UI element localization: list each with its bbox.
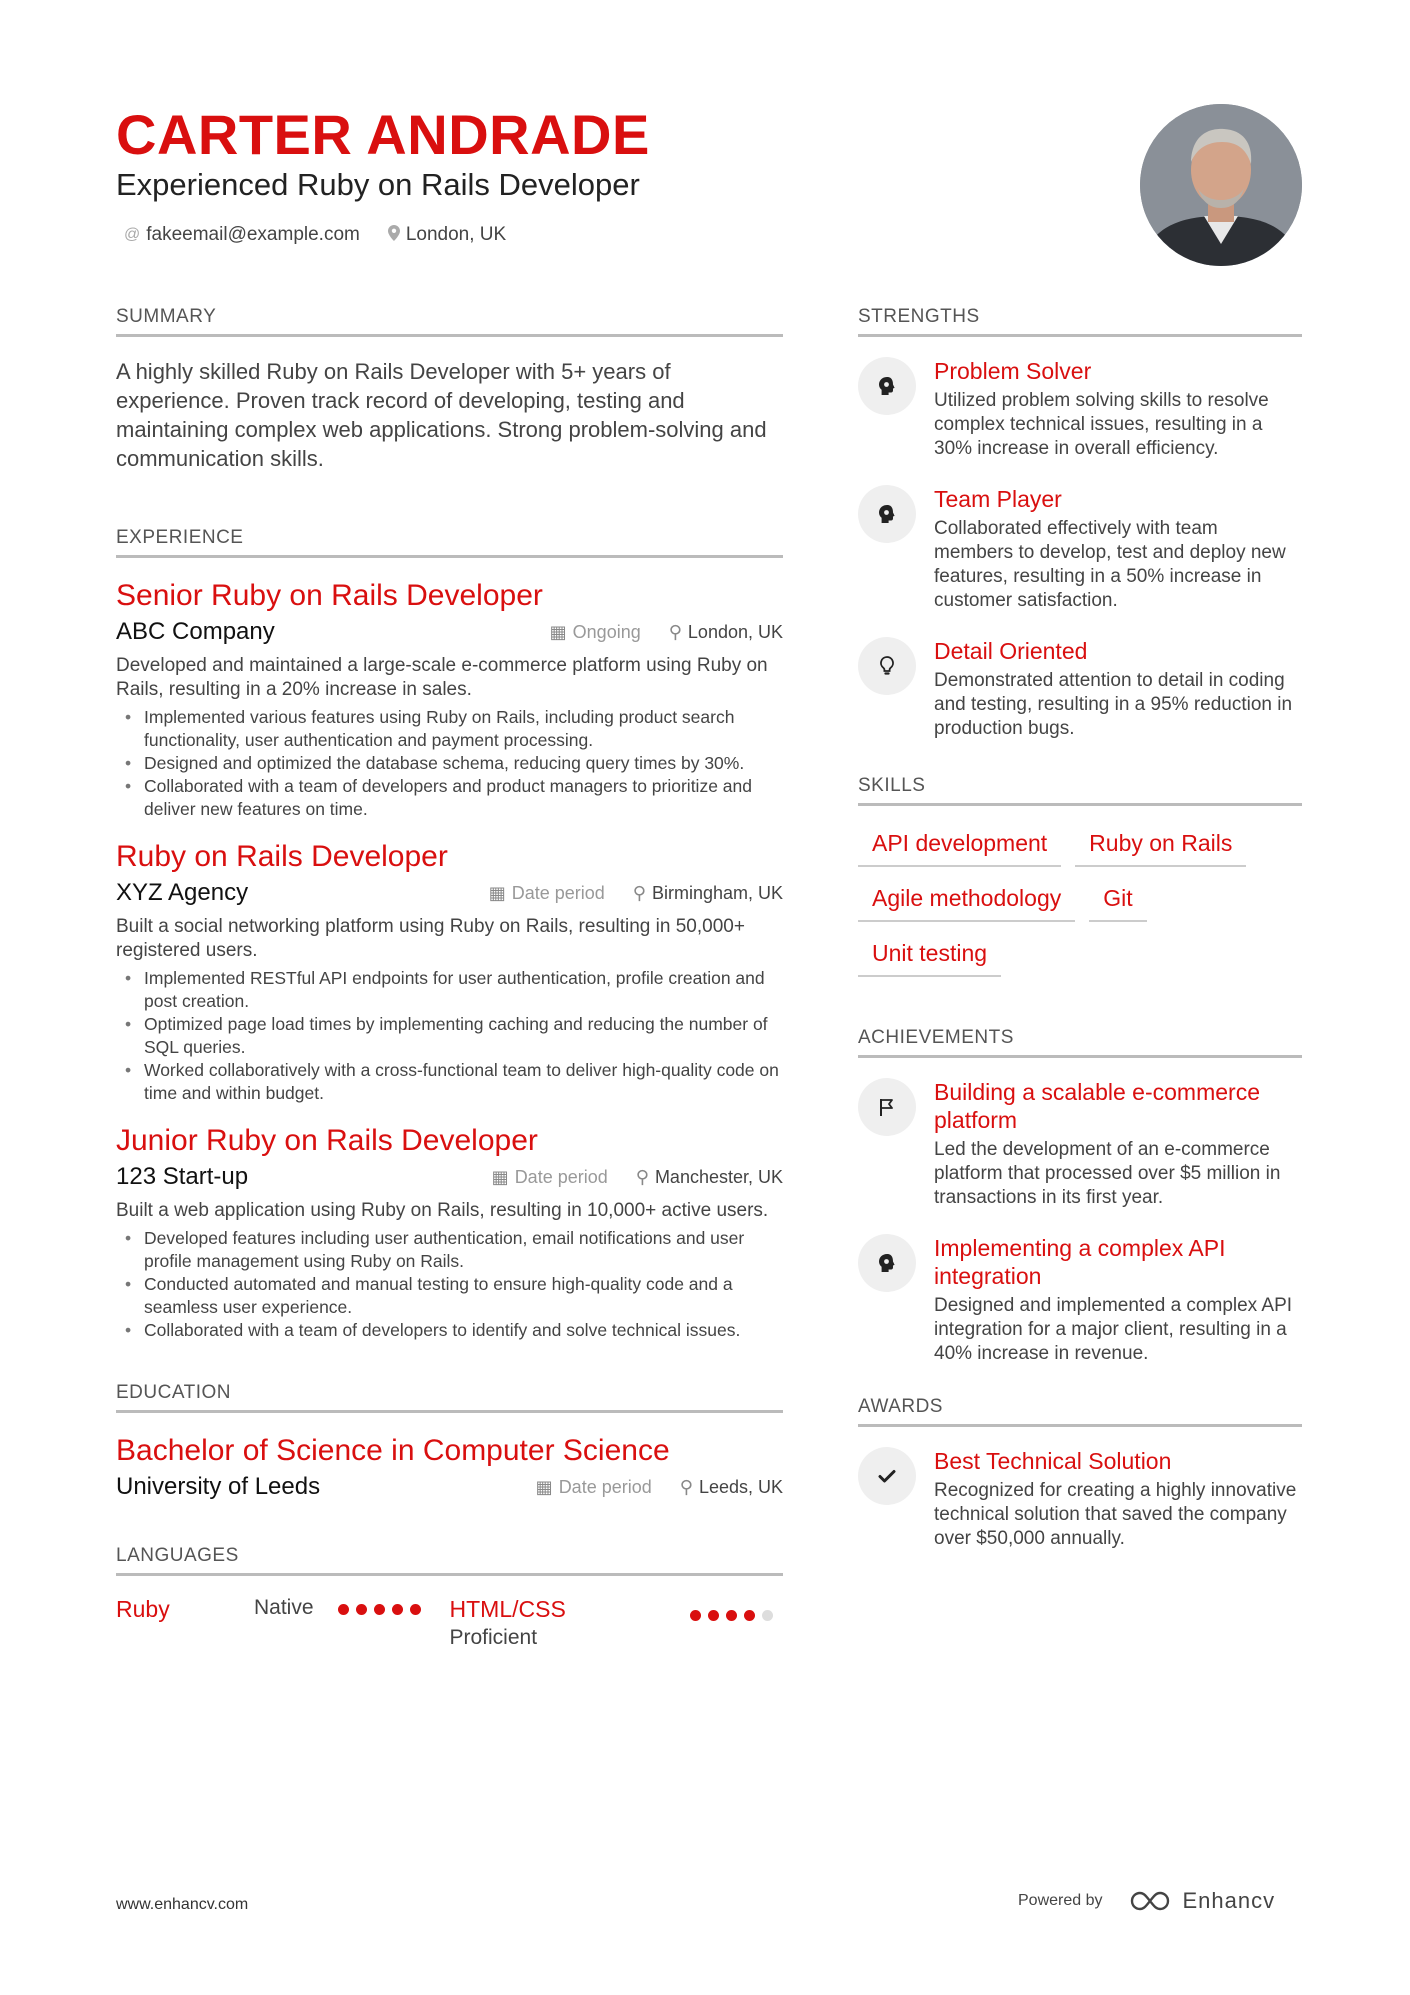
achievement-text: Led the development of an e-commerce platform that processed over $5 million in transactions in its first year.: [934, 1139, 1281, 1208]
strength-body: [934, 637, 1302, 741]
job-period: [492, 1167, 608, 1188]
job-location: [633, 883, 783, 904]
job-bullet: • Collaborated with a team of developers and product managers to prioritize and deliver new features on time.: [116, 775, 783, 821]
strength-text: Collaborated effectively with team members to develop, test and deploy new features, resulting in a 50% increase in customer satisfaction.: [934, 518, 1286, 611]
calendar-icon: ▦: [535, 1476, 553, 1497]
award-title: Best Technical Solution: [934, 1448, 1172, 1474]
achievement-text: Designed and implemented a complex API integration for a major client, resulting in a 40% increase in revenue.: [934, 1295, 1293, 1364]
location-pin-icon: ⚲: [668, 621, 682, 642]
avatar: [1140, 104, 1302, 266]
candidate-name: CARTER ANDRADE: [116, 103, 650, 166]
job-bullets: [116, 967, 783, 1105]
footer-branding: [1018, 1888, 1275, 1914]
lightbulb-icon: [858, 637, 916, 695]
job-entry: [116, 839, 783, 1105]
job-bullet: • Optimized page load times by implementing caching and reducing the number of SQL queries.: [116, 1013, 783, 1059]
experience-heading: EXPERIENCE: [116, 527, 783, 558]
language-level: Native: [254, 1596, 314, 1619]
job-period-text: Ongoing: [572, 621, 641, 642]
job-bullet: • Implemented various features using Ruby on Rails, including product search functionality, user authentication and payment processing.: [116, 706, 783, 752]
head-gear-icon: [858, 357, 916, 415]
brand-logo[interactable]: [1129, 1888, 1276, 1914]
education-heading: EDUCATION: [116, 1382, 783, 1413]
job-description: Developed and maintained a large-scale e-commerce platform using Ruby on Rails, resulting in a 20% increase in sales.: [116, 655, 768, 700]
company-name: XYZ Agency: [116, 879, 249, 906]
job-meta: [116, 1163, 783, 1191]
location-text: London, UK: [405, 224, 507, 245]
candidate-title: Experienced Ruby on Rails Developer: [116, 167, 640, 202]
job-bullet: • Worked collaboratively with a cross-functional team to deliver high-quality code on time and within budget.: [116, 1059, 783, 1105]
skill-tag: API development: [858, 826, 1061, 867]
education-entry: [116, 1433, 783, 1501]
proficiency-dot: [392, 1604, 403, 1615]
skill-tag: Git: [1089, 881, 1146, 922]
awards-heading: AWARDS: [858, 1396, 1302, 1427]
summary-text: A highly skilled Ruby on Rails Developer with 5+ years of experience. Proven track record of developing, testing and maintaining complex web applications. Strong problem-solving and communication skills.: [116, 359, 767, 471]
award-body: [934, 1447, 1302, 1551]
job-meta-right: [550, 622, 783, 643]
email-contact[interactable]: [124, 224, 360, 246]
left-column: [116, 306, 783, 1656]
award-item: [858, 1447, 1302, 1551]
job-description: Built a social networking platform using Ruby on Rails, resulting in 50,000+ registered users.: [116, 916, 745, 961]
language-item: [450, 1596, 784, 1656]
proficiency-dot: [708, 1610, 719, 1621]
job-title: Junior Ruby on Rails Developer: [116, 1124, 538, 1157]
job-location-text: London, UK: [687, 621, 783, 642]
language-item: [116, 1596, 450, 1656]
job-meta-right: [489, 883, 783, 904]
calendar-icon: ▦: [491, 1166, 509, 1187]
location-pin-icon: ⚲: [632, 882, 646, 903]
job-location-text: Birmingham, UK: [651, 882, 783, 903]
achievement-body: [934, 1078, 1302, 1210]
enhancv-logo-icon: [1129, 1889, 1175, 1913]
job-title: Ruby on Rails Developer: [116, 840, 448, 873]
skill-tag: Ruby on Rails: [1075, 826, 1246, 867]
education-location-text: Leeds, UK: [698, 1476, 783, 1497]
strength-body: [934, 485, 1302, 613]
strength-text: Utilized problem solving skills to resolve complex technical issues, resulting in a 30% increase in overall efficiency.: [934, 390, 1269, 459]
skill-tag: Unit testing: [858, 936, 1001, 977]
job-location: [636, 1167, 783, 1188]
strength-title: Problem Solver: [934, 358, 1092, 384]
strengths-heading: STRENGTHS: [858, 306, 1302, 337]
education-location: [680, 1477, 783, 1498]
calendar-icon: ▦: [549, 621, 567, 642]
achievements-heading: ACHIEVEMENTS: [858, 1027, 1302, 1058]
achievement-item: [858, 1234, 1302, 1366]
degree-title: Bachelor of Science in Computer Science: [116, 1434, 670, 1467]
powered-by-text: Powered by: [1018, 1892, 1103, 1909]
proficiency-dot: [338, 1604, 349, 1615]
education-period: [536, 1477, 652, 1498]
awards-list: [858, 1447, 1302, 1551]
proficiency-dot: [356, 1604, 367, 1615]
job-entry: [116, 578, 783, 821]
strength-body: [934, 357, 1302, 461]
proficiency-dot: [374, 1604, 385, 1615]
language-dots: [338, 1604, 421, 1615]
strength-title: Team Player: [934, 486, 1062, 512]
brand-name: Enhancv: [1182, 1888, 1276, 1913]
job-location-text: Manchester, UK: [654, 1166, 783, 1187]
calendar-icon: ▦: [488, 882, 506, 903]
job-period-text: Date period: [511, 882, 605, 903]
strength-item: [858, 637, 1302, 741]
company-name: 123 Start-up: [116, 1163, 249, 1190]
job-meta-right: [492, 1167, 783, 1188]
strength-text: Demonstrated attention to detail in coding and testing, resulting in a 95% reduction in production bugs.: [934, 670, 1293, 739]
job-bullet: • Designed and optimized the database schema, reducing query times by 30%.: [116, 752, 783, 775]
achievement-item: [858, 1078, 1302, 1210]
checkmark-icon: [858, 1447, 916, 1505]
languages-heading: LANGUAGES: [116, 1545, 783, 1576]
language-name: HTML/CSS: [449, 1596, 566, 1622]
proficiency-dot: [410, 1604, 421, 1615]
summary-heading: SUMMARY: [116, 306, 783, 337]
head-gear-icon: [858, 1234, 916, 1292]
language-dots: [690, 1610, 773, 1621]
proficiency-dot: [762, 1610, 773, 1621]
company-name: ABC Company: [116, 618, 275, 645]
job-meta: [116, 879, 783, 907]
job-location: [669, 622, 783, 643]
job-period: [550, 622, 641, 643]
strength-item: [858, 357, 1302, 461]
job-period: [489, 883, 605, 904]
language-level: Proficient: [449, 1626, 538, 1649]
strengths-list: [858, 357, 1302, 741]
education-meta-right: [536, 1477, 783, 1498]
job-bullets: [116, 706, 783, 821]
email-text: fakeemail@example.com: [146, 224, 360, 245]
skill-tag: Agile methodology: [858, 881, 1075, 922]
education-meta: [116, 1473, 783, 1501]
job-bullet: • Implemented RESTful API endpoints for user authentication, profile creation and post creation.: [116, 967, 783, 1013]
language-name: Ruby: [116, 1596, 170, 1622]
languages-list: [116, 1596, 783, 1656]
right-column: [858, 306, 1302, 1575]
proficiency-dot: [726, 1610, 737, 1621]
strength-title: Detail Oriented: [934, 638, 1088, 664]
job-description: Built a web application using Ruby on Rails, resulting in 10,000+ active users.: [116, 1200, 769, 1221]
achievement-title: Building a scalable e-commerce platform: [934, 1079, 1260, 1133]
proficiency-dot: [690, 1610, 701, 1621]
job-period-text: Date period: [514, 1166, 608, 1187]
contact-row: [124, 224, 506, 246]
footer-website[interactable]: www.enhancv.com: [116, 1896, 249, 1913]
skills-list: [858, 826, 1302, 977]
achievement-title: Implementing a complex API integration: [934, 1235, 1226, 1289]
job-title: Senior Ruby on Rails Developer: [116, 579, 543, 612]
achievement-body: [934, 1234, 1302, 1366]
job-bullet: • Conducted automated and manual testing to ensure high-quality code and a seamless user experience.: [116, 1273, 783, 1319]
achievements-list: [858, 1078, 1302, 1366]
job-meta: [116, 618, 783, 646]
location-pin-icon: ⚲: [679, 1476, 693, 1497]
award-text: Recognized for creating a highly innovative technical solution that saved the company over $50,000 annually.: [934, 1480, 1297, 1549]
skills-heading: SKILLS: [858, 775, 1302, 806]
at-icon: @: [124, 226, 141, 243]
proficiency-dot: [744, 1610, 755, 1621]
job-bullets: [116, 1227, 783, 1342]
job-bullet: • Developed features including user authentication, email notifications and user profile management using Ruby on Rails.: [116, 1227, 783, 1273]
education-period-text: Date period: [558, 1476, 652, 1497]
location-contact: [388, 224, 506, 246]
location-pin-icon: [388, 225, 400, 246]
flag-icon: [858, 1078, 916, 1136]
head-gear-icon: [858, 485, 916, 543]
school-name: University of Leeds: [116, 1473, 321, 1500]
location-pin-icon: ⚲: [635, 1166, 649, 1187]
job-bullet: • Collaborated with a team of developers to identify and solve technical issues.: [116, 1319, 783, 1342]
job-entry: [116, 1123, 783, 1342]
strength-item: [858, 485, 1302, 613]
